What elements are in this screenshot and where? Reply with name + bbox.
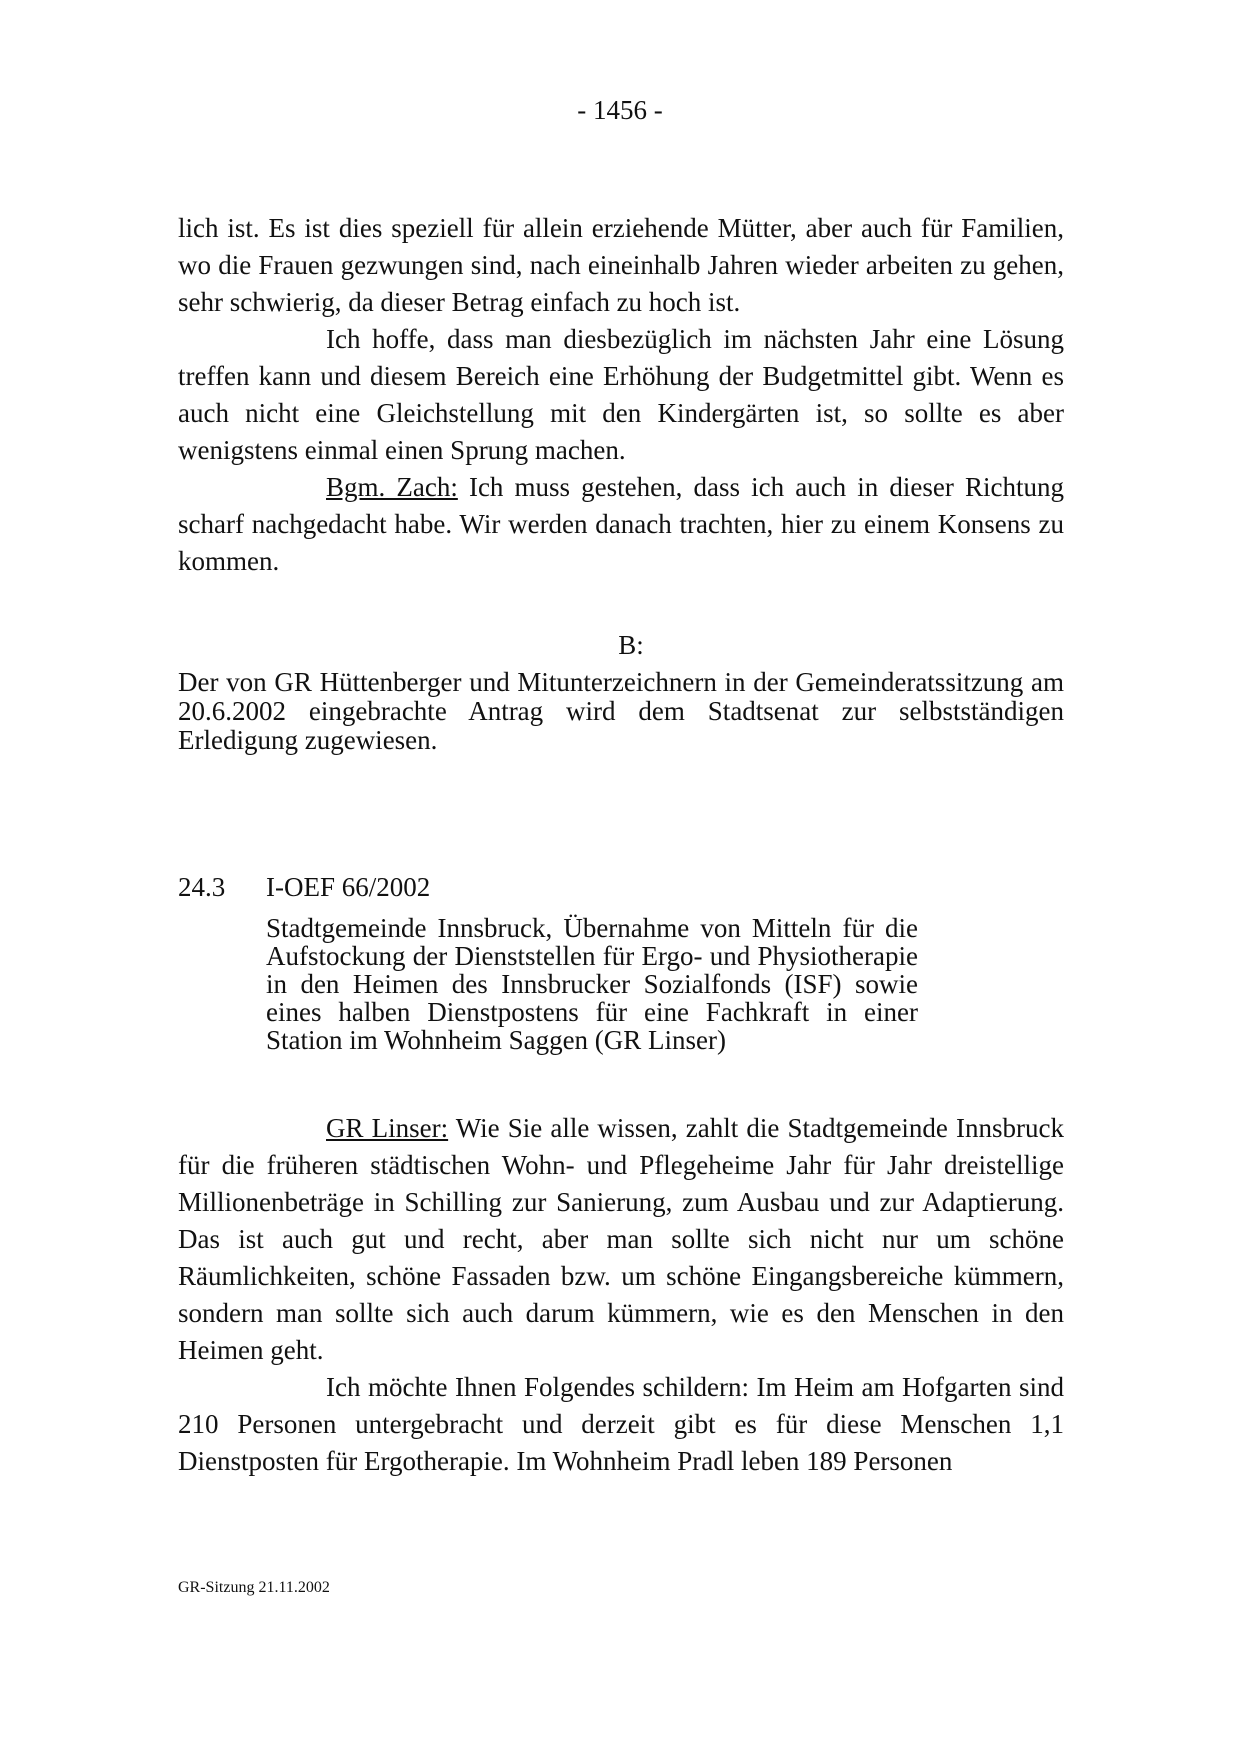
agenda-item-description: Stadtgemeinde Innsbruck, Übernahme von Mitteln für die Aufstockung der Dienststellen für Ergo- und Physiotherapie in den Heimen des Innsbrucker Sozialfonds (ISF) sowie eines halben Dienstpostens für eine Fachkraft in einer Station im Wohnheim Saggen (GR Linser) bbox=[266, 913, 918, 1055]
agenda-item-code: I-OEF 66/2002 bbox=[266, 872, 431, 902]
footer-session-date: GR-Sitzung 21.11.2002 bbox=[178, 1579, 330, 1596]
decision-text: Der von GR Hüttenberger und Mitunterzeichnern in der Gemeinderatssitzung am 20.6.2002 eingebrachte Antrag wird dem Stadtsenat zur selbstständigen Erledigung zugewiesen. bbox=[178, 667, 1064, 755]
speaker-text: Wie Sie alle wissen, zahlt die Stadtgemeinde Innsbruck für die früheren städtischen Wohn- und Pflegeheime Jahr für Jahr dreistellige Millionenbeträge in Schilling zur Sanierung, zum Ausbau und zur Adaptierung. Das ist auch gut und recht, aber man sollte sich nicht nur um schöne Räumlichkeiten, schöne Fassaden bzw. um schöne Eingangsbereiche kümmern, sondern man sollte sich auch darum kümmern, wie es den Menschen in den Heimen geht. bbox=[178, 1113, 1064, 1365]
decision-label: B: bbox=[618, 630, 644, 660]
decision-block bbox=[178, 668, 1064, 755]
paragraph-5: Ich möchte Ihnen Folgendes schildern: Im Heim am Hofgarten sind 210 Personen untergebracht und derzeit gibt es für diese Menschen 1,1 Dienstposten für Ergotherapie. Im Wohnheim Pradl leben 189 Personen bbox=[178, 1372, 1064, 1476]
paragraph-4 bbox=[178, 1110, 1064, 1369]
paragraph-3 bbox=[178, 469, 1064, 580]
section-2 bbox=[178, 1110, 1064, 1480]
speaker-text: Ich muss gestehen, dass ich auch in dieser Richtung scharf nachgedacht habe. Wir werden danach trachten, hier zu einem Konsens zu kommen. bbox=[178, 472, 1064, 576]
paragraph-2: Ich hoffe, dass man diesbezüglich im nächsten Jahr eine Lösung treffen kann und diesem Bereich eine Erhöhung der Budgetmittel gibt. Wenn es auch nicht eine Gleichstellung mit den Kindergärten ist, so sollte es aber wenigstens einmal einen Sprung machen. bbox=[178, 324, 1064, 465]
paragraph-1: lich ist. Es ist dies speziell für allein erziehende Mütter, aber auch für Familien, wo die Frauen gezwungen sind, nach eineinhalb Jahren wieder arbeiten zu gehen, sehr schwierig, da dieser Betrag einfach zu hoch ist. bbox=[178, 213, 1064, 317]
agenda-item-header bbox=[178, 872, 430, 903]
page-number: - 1456 - bbox=[577, 95, 663, 125]
section-1 bbox=[178, 210, 1064, 580]
agenda-item-number: 24.3 bbox=[178, 872, 226, 902]
speaker-name: Bgm. Zach: bbox=[326, 472, 458, 502]
speaker-name: GR Linser: bbox=[326, 1113, 449, 1143]
